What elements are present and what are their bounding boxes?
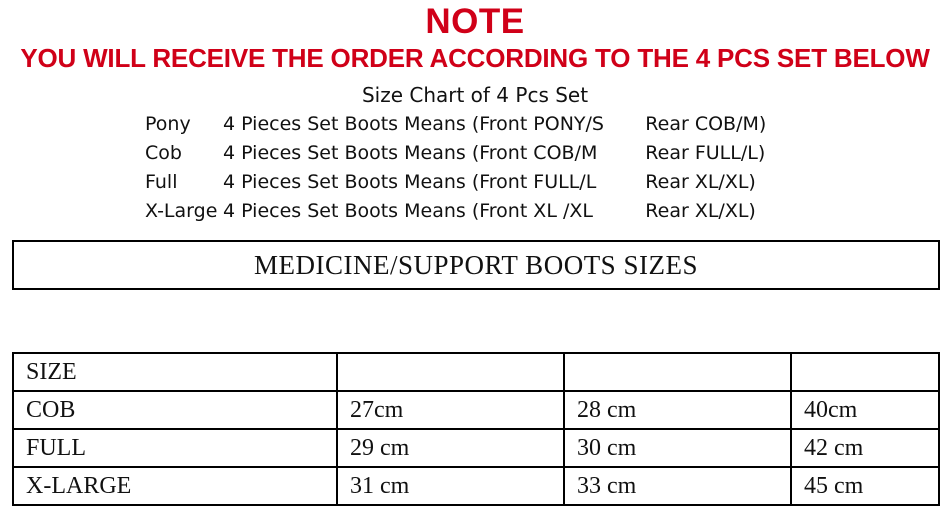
set-rear-value: Rear XL/XL) — [645, 171, 756, 193]
note-subtitle: YOU WILL RECEIVE THE ORDER ACCORDING TO THE 4 PCS SET BELOW — [20, 43, 930, 73]
sizes-table — [12, 352, 940, 506]
table-cell: 42 cm — [791, 429, 939, 467]
list-item — [145, 168, 805, 197]
set-front-value: FULL/L — [533, 171, 597, 193]
spacer — [0, 290, 950, 352]
table-row — [13, 391, 939, 429]
size-chart-list — [145, 110, 805, 226]
banner-title: MEDICINE/SUPPORT BOOTS SIZES — [254, 249, 698, 280]
list-item — [145, 110, 805, 139]
table-row — [13, 467, 939, 505]
set-size-label: Pony — [145, 113, 191, 135]
set-description: 4 Pieces Set Boots Means (Front — [223, 142, 528, 164]
set-description: 4 Pieces Set Boots Means (Front — [223, 171, 528, 193]
set-size-label: X-Large — [145, 200, 218, 222]
size-chart-heading: Size Chart of 4 Pcs Set — [361, 83, 589, 107]
table-cell: 27cm — [337, 391, 564, 429]
set-rear-value: Rear COB/M) — [645, 113, 767, 135]
list-item — [145, 139, 805, 168]
set-front-value: XL /XL — [533, 200, 593, 222]
table-cell: X-LARGE — [13, 467, 337, 505]
table-cell: 29 cm — [337, 429, 564, 467]
table-cell: 28 cm — [564, 391, 791, 429]
table-header-cell — [337, 353, 564, 391]
set-front-value: COB/M — [533, 142, 598, 164]
table-cell: FULL — [13, 429, 337, 467]
set-description: 4 Pieces Set Boots Means (Front — [223, 200, 528, 222]
table-header-cell: SIZE — [13, 353, 337, 391]
list-item — [145, 197, 805, 226]
section-banner — [12, 240, 940, 290]
table-row — [13, 353, 939, 391]
document-page — [0, 2, 950, 500]
set-front-value: PONY/S — [533, 113, 604, 135]
table-cell: 33 cm — [564, 467, 791, 505]
set-rear-value: Rear XL/XL) — [645, 200, 756, 222]
sizes-table-wrapper — [12, 352, 940, 506]
table-row — [13, 429, 939, 467]
set-size-label: Full — [145, 171, 178, 193]
table-cell: 45 cm — [791, 467, 939, 505]
set-size-label: Cob — [145, 142, 182, 164]
set-description: 4 Pieces Set Boots Means (Front — [223, 113, 528, 135]
table-cell: 30 cm — [564, 429, 791, 467]
table-header-cell — [564, 353, 791, 391]
note-title: NOTE — [425, 2, 525, 41]
table-header-cell — [791, 353, 939, 391]
table-cell: 40cm — [791, 391, 939, 429]
set-rear-value: Rear FULL/L) — [645, 142, 766, 164]
table-cell: 31 cm — [337, 467, 564, 505]
table-cell: COB — [13, 391, 337, 429]
